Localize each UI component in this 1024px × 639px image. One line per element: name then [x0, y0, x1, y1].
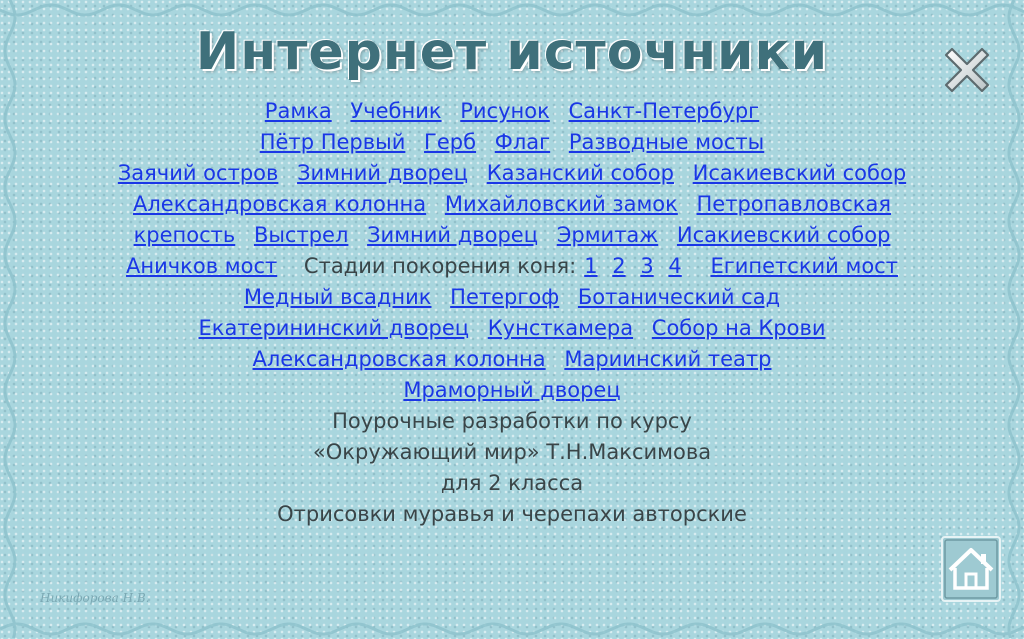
links-line-6 [60, 251, 964, 282]
link-sobor-na-krovi[interactable]: Собор на Крови [651, 316, 826, 340]
link-razvodnye-mosty[interactable]: Разводные мосты [568, 130, 765, 154]
credits-line-3: для 2 класса [440, 471, 584, 495]
link-ramka[interactable]: Рамка [264, 99, 332, 123]
link-zayachiy-ostrov[interactable]: Заячий остров [117, 161, 279, 185]
link-stage-1[interactable]: 1 [584, 254, 598, 278]
link-ekaterininskiy-dvorets[interactable]: Екатерининский дворец [198, 316, 470, 340]
links-line-9 [60, 344, 964, 375]
link-petropavlovskaya[interactable]: Петропавловская [696, 192, 891, 216]
link-stage-3[interactable]: 3 [640, 254, 654, 278]
link-mariinskiy-teatr[interactable]: Мариинский театр [564, 347, 772, 371]
link-kazanskiy-sobor[interactable]: Казанский собор [486, 161, 674, 185]
links-line-10 [60, 375, 964, 406]
link-isaakievskiy-sobor[interactable]: Исакиевский собор [692, 161, 907, 185]
links-line-7 [60, 282, 964, 313]
link-isaakievskiy-sobor-2[interactable]: Исакиевский собор [676, 223, 891, 247]
link-petr-pervyi[interactable]: Пётр Первый [259, 130, 406, 154]
link-aleksandrovskaya-kolonna-2[interactable]: Александровская колонна [252, 347, 546, 371]
link-anichkov-most[interactable]: Аничков мост [126, 254, 278, 278]
home-icon [941, 536, 1001, 602]
link-zimniy-dvorets[interactable]: Зимний дворец [297, 161, 469, 185]
link-mikhaylovskiy-zamok[interactable]: Михайловский замок [444, 192, 678, 216]
page-title: Интернет источники [195, 22, 829, 82]
home-button[interactable] [941, 536, 1001, 602]
links-line-8 [60, 313, 964, 344]
link-flag[interactable]: Флаг [494, 130, 551, 154]
link-mramornyi-dvorets[interactable]: Мраморный дворец [403, 378, 621, 402]
links-line-2 [60, 127, 964, 158]
credits-line-1: Поурочные разработки по курсу [332, 409, 692, 433]
credits-line-4: Отрисовки муравья и черепахи авторские [277, 502, 747, 526]
credits-line-2: «Окружающий мир» Т.Н.Максимова [312, 440, 712, 464]
link-petergof[interactable]: Петергоф [450, 285, 560, 309]
links-line-1 [60, 96, 964, 127]
link-gerb[interactable]: Герб [424, 130, 477, 154]
link-zimniy-dvorets-2[interactable]: Зимний дворец [367, 223, 539, 247]
link-botanicheskiy-sad[interactable]: Ботанический сад [577, 285, 781, 309]
author-watermark: Никифорова Н.В. [40, 591, 150, 605]
link-mednyi-vsadnik[interactable]: Медный всадник [243, 285, 432, 309]
link-kunstkamera[interactable]: Кунсткамера [487, 316, 634, 340]
link-stage-4[interactable]: 4 [668, 254, 682, 278]
stages-label: Стадии покорения коня: [303, 254, 577, 278]
close-icon [942, 44, 992, 94]
link-vystrel[interactable]: Выстрел [253, 223, 349, 247]
link-stage-2[interactable]: 2 [612, 254, 626, 278]
link-aleksandrovskaya-kolonna[interactable]: Александровская колонна [133, 192, 427, 216]
links-line-3 [60, 158, 964, 189]
close-button[interactable] [942, 44, 992, 94]
link-risunok[interactable]: Рисунок [460, 99, 550, 123]
link-krepost[interactable]: крепость [133, 223, 236, 247]
links-line-5 [60, 220, 964, 251]
link-ermitazh[interactable]: Эрмитаж [556, 223, 659, 247]
links-block [60, 96, 964, 406]
link-sankt-peterburg[interactable]: Санкт-Петербург [568, 99, 760, 123]
link-egipetskiy-most[interactable]: Египетский мост [710, 254, 898, 278]
links-line-4 [60, 189, 964, 220]
link-uchebnik[interactable]: Учебник [350, 99, 442, 123]
credits-block [0, 406, 1024, 530]
